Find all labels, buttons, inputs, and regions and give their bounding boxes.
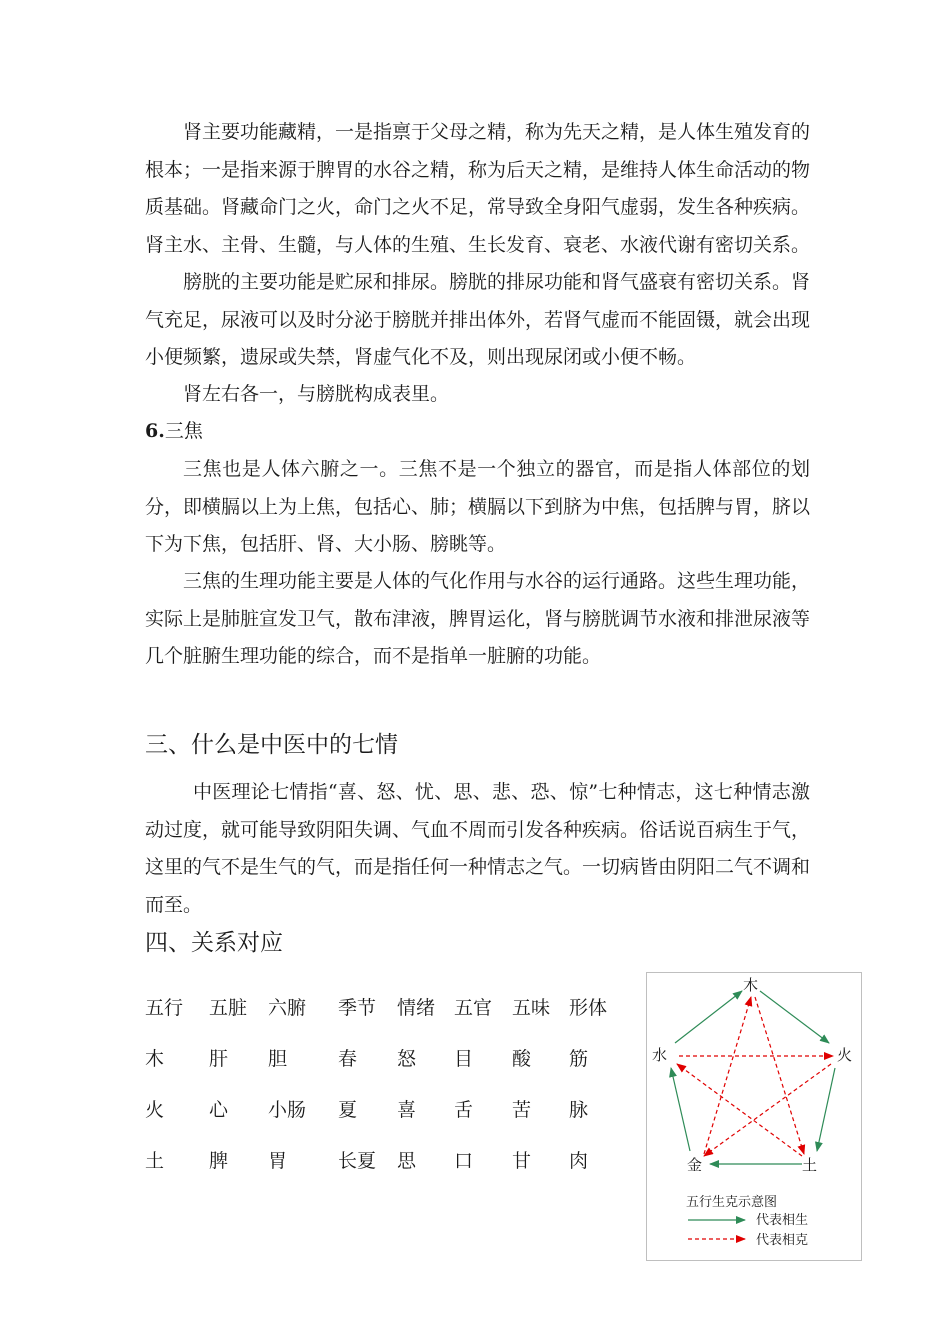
table-cell: 思 bbox=[397, 1150, 417, 1172]
element-label-wood: 木 bbox=[743, 976, 759, 994]
legend-title: 五行生克示意图 bbox=[686, 1195, 778, 1210]
generate-arrow-wood-fire bbox=[760, 991, 829, 1043]
table-cell: 酸 bbox=[512, 1048, 532, 1070]
table-cell: 苦 bbox=[512, 1099, 532, 1121]
table-header-cell: 五味 bbox=[512, 997, 551, 1019]
subheading-number: 6. bbox=[145, 420, 165, 442]
generate-arrow-metal-water bbox=[671, 1068, 690, 1151]
table-cell: 筋 bbox=[569, 1048, 589, 1070]
five-elements-diagram bbox=[646, 972, 862, 1261]
table-cell: 夏 bbox=[338, 1099, 358, 1121]
generate-arrow-water-wood bbox=[675, 991, 742, 1043]
table-header-cell: 形体 bbox=[569, 997, 608, 1019]
table-header-cell: 情绪 bbox=[397, 997, 436, 1019]
table-cell: 脾 bbox=[209, 1150, 229, 1172]
table-cell: 土 bbox=[145, 1150, 165, 1172]
table-header-cell: 六腑 bbox=[268, 997, 307, 1019]
table-header-cell: 五官 bbox=[454, 997, 493, 1019]
table-cell: 长夏 bbox=[338, 1150, 377, 1172]
element-label-water: 水 bbox=[652, 1046, 668, 1064]
bladder-paragraph: 膀胱的主要功能是贮尿和排尿。膀胱的排尿功能和肾气盛衰有密切关系。肾气充足，尿液可以及时分泌于膀胱并排出体外，若肾气虚而不能固镊，就会出现小便频繁，遗尿或失禁，肾虚气化不及，则出现尿闭或小便不畅。 bbox=[145, 271, 811, 368]
table-cell: 火 bbox=[145, 1099, 165, 1121]
table-header-cell: 季节 bbox=[338, 997, 377, 1019]
table-cell: 甘 bbox=[512, 1150, 532, 1172]
section-title-seven-emotions: 三、什么是中医中的七情 bbox=[145, 732, 398, 758]
sanjiao-intro-paragraph: 三焦也是人体六腑之一。三焦不是一个独立的器官，而是指人体部位的划分，即横膈以上为上焦，包括心、肺；横膈以下到脐为中焦，包括脾与胃，脐以下为下焦，包括肝、肾、大小肠、膀眺等。 bbox=[145, 458, 811, 555]
table-cell: 小肠 bbox=[268, 1099, 307, 1121]
table-cell: 喜 bbox=[397, 1099, 417, 1121]
overcome-arrow-earth-water bbox=[677, 1064, 802, 1156]
legend-overcome-label: 代表相克 bbox=[756, 1233, 809, 1248]
kidney-bladder-pair-paragraph: 肾左右各一，与膀胱构成表里。 bbox=[183, 383, 450, 405]
table-header-cell: 五行 bbox=[145, 997, 184, 1019]
table-cell: 木 bbox=[145, 1048, 165, 1070]
subheading-text: 三焦 bbox=[164, 420, 203, 442]
legend-generate-label: 代表相生 bbox=[756, 1213, 809, 1228]
table-cell: 胃 bbox=[268, 1150, 288, 1172]
subheading-sanjiao bbox=[145, 413, 203, 450]
overcome-arrow-wood-earth bbox=[755, 997, 804, 1154]
element-label-fire: 火 bbox=[837, 1046, 853, 1064]
table-cell: 肉 bbox=[569, 1150, 589, 1172]
table-cell: 心 bbox=[209, 1099, 229, 1121]
table-cell: 胆 bbox=[268, 1048, 288, 1070]
sanjiao-function-paragraph: 三焦的生理功能主要是人体的气化作用与水谷的运行通路。这些生理功能，实际上是肺脏宣发卫气，散布津液，脾胃运化，肾与膀胱调节水液和排泄尿液等几个脏腑生理功能的综合，而不是指单一脏腑的功能。 bbox=[145, 570, 811, 667]
element-label-earth: 土 bbox=[802, 1156, 818, 1174]
section-title-correspondence: 四、关系对应 bbox=[145, 930, 283, 956]
table-cell: 脉 bbox=[569, 1099, 589, 1121]
element-label-metal: 金 bbox=[687, 1156, 703, 1174]
table-cell: 怒 bbox=[397, 1048, 417, 1070]
overcome-arrow-fire-metal bbox=[704, 1064, 831, 1156]
table-cell: 口 bbox=[454, 1150, 474, 1172]
seven-emotions-paragraph: 中医理论七情指“喜、怒、忧、思、悲、恐、惊”七种情志，这七种情志激动过度，就可能导致阴阳失调、气血不周而引发各种疾病。俗话说百病生于气，这里的气不是生气的气，而是指任何一种情志之气。一切病皆由阴阳二气不调和而至。 bbox=[145, 781, 811, 916]
table-cell: 肝 bbox=[209, 1048, 229, 1070]
generate-arrow-fire-earth bbox=[817, 1068, 835, 1151]
kidney-paragraph: 肾主要功能藏精，一是指禀于父母之精，称为先天之精，是人体生殖发育的根本；一是指来源于脾胃的水谷之精，称为后天之精，是维持人体生命活动的物质基础。肾藏命门之火，命门之火不足，常导致全身阳气虚弱，发生各种疾病。肾主水、主骨、生髓，与人体的生殖、生长发育、衰老、水液代谢有密切关系。 bbox=[145, 121, 811, 256]
table-header-cell: 五脏 bbox=[209, 997, 248, 1019]
table-cell: 春 bbox=[338, 1048, 358, 1070]
overcome-arrow-metal-wood bbox=[704, 997, 751, 1154]
table-cell: 舌 bbox=[454, 1099, 474, 1121]
table-cell: 目 bbox=[454, 1048, 474, 1070]
five-elements-graphic bbox=[647, 973, 861, 1260]
